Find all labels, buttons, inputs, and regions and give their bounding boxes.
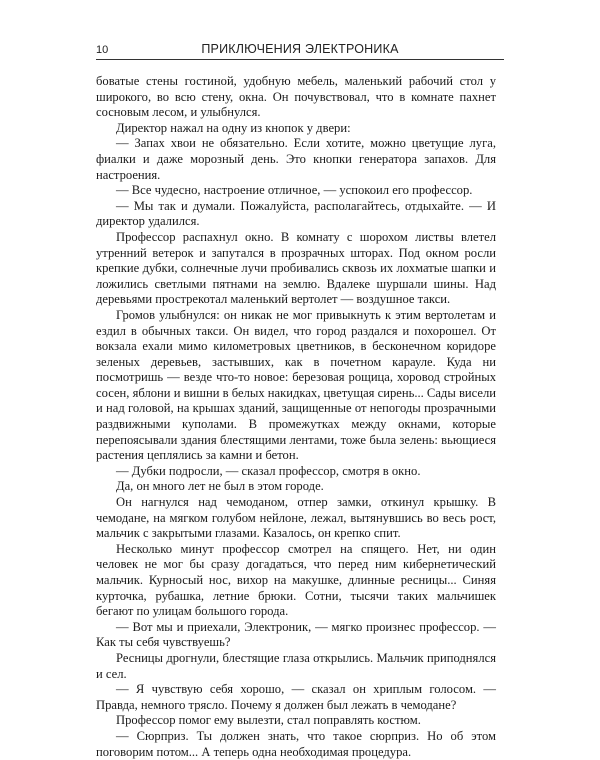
paragraph: — Дубки подросли, — сказал профессор, смотря в окно.: [116, 463, 421, 478]
paragraph: Несколько минут профессор смотрел на спящего. Нет, ни один человек не мог бы сразу догадаться, что перед ним кибернетический мальчик. Курносый нос, вихор на макушке, длинные ресницы... Синяя курточка, рубашка, летние брюки. Сотни, тысячи таких мальчишек бегают по улицам большого города.: [96, 541, 496, 619]
page-header: [96, 34, 504, 60]
paragraph: — Запах хвои не обязательно. Если хотите, можно цветущие луга, фиалки и даже морозный день. Это кнопки генератора запахов. Для настроения.: [96, 136, 496, 182]
body-text: [96, 74, 496, 760]
paragraph: Профессор помог ему вылезти, стал поправлять костюм.: [116, 713, 421, 728]
paragraph: Он нагнулся над чемоданом, отпер замки, откинул крышку. В чемодане, на мягком голубом нейлоне, лежал, вытянувшись во весь рост, мальчик с закрытыми глазами. Казалось, он крепко спит.: [96, 495, 496, 541]
paragraph: — Мы так и думали. Пожалуйста, располагайтесь, отдыхайте. — И директор удалился.: [96, 198, 496, 229]
paragraph: Директор нажал на одну из кнопок у двери:: [116, 120, 351, 135]
running-title: ПРИКЛЮЧЕНИЯ ЭЛЕКТРОНИКА: [201, 42, 399, 56]
paragraph: Ресницы дрогнули, блестящие глаза открылись. Мальчик приподнялся и сел.: [96, 650, 496, 681]
paragraph: — Все чудесно, настроение отличное, — успокоил его профессор.: [116, 183, 473, 198]
paragraph: Да, он много лет не был в этом городе.: [116, 479, 324, 494]
paragraph: — Я чувствую себя хорошо, — сказал он хриплым голосом. — Правда, немного трясло. Почему я должен был лежать в чемодане?: [96, 682, 496, 712]
paragraph: боватые стены гостиной, удобную мебель, маленький рабочий стол у широкого, во всю стену, окна. Он почувствовал, что в комнате пахнет сосновым лесом, и улыбнулся.: [96, 74, 496, 120]
paragraph: Профессор распахнул окно. В комнату с шорохом листвы влетел утренний ветерок и запутался в прозрачных шторах. Под окном росли крепкие дубки, солнечные лучи пробивались сквозь их лохматые шапки и ложились светлыми пятнами на землю. Вдалеке шуршали шины. Над деревьями прострекотал маленький вертолет — воздушное такси.: [96, 229, 496, 307]
page-number: 10: [96, 44, 109, 56]
paragraph: — Вот мы и приехали, Электроник, — мягко произнес профессор. — Как ты себя чувствуешь?: [96, 619, 496, 650]
paragraph: — Сюрприз. Ты должен знать, что такое сюрприз. Но об этом поговорим потом... А теперь одна необходимая процедура.: [96, 728, 496, 759]
paragraph: Громов улыбнулся: он никак не мог привыкнуть к этим вертолетам и ездил в обычных такси. Он видел, что город раздался и похорошел. От вокзала ехали мимо километровых цветников, в бесконечном коридоре зеленых деревьев, застывших, как в почетном карауле. Куда ни посмотришь — везде что-то новое: березовая рощица, хоровод стройных сосен, яблони и вишни в белых накидках, цветущая сирень... Сады висели и над головой, на крышах зданий, защищенные от непогоды прозрачными раздвижными куполами. В промежутках между окнами, которые перепоясывали здания блестящими лентами, тоже была зелень: вьющиеся растения цеплялись за камни и бетон.: [96, 307, 496, 463]
